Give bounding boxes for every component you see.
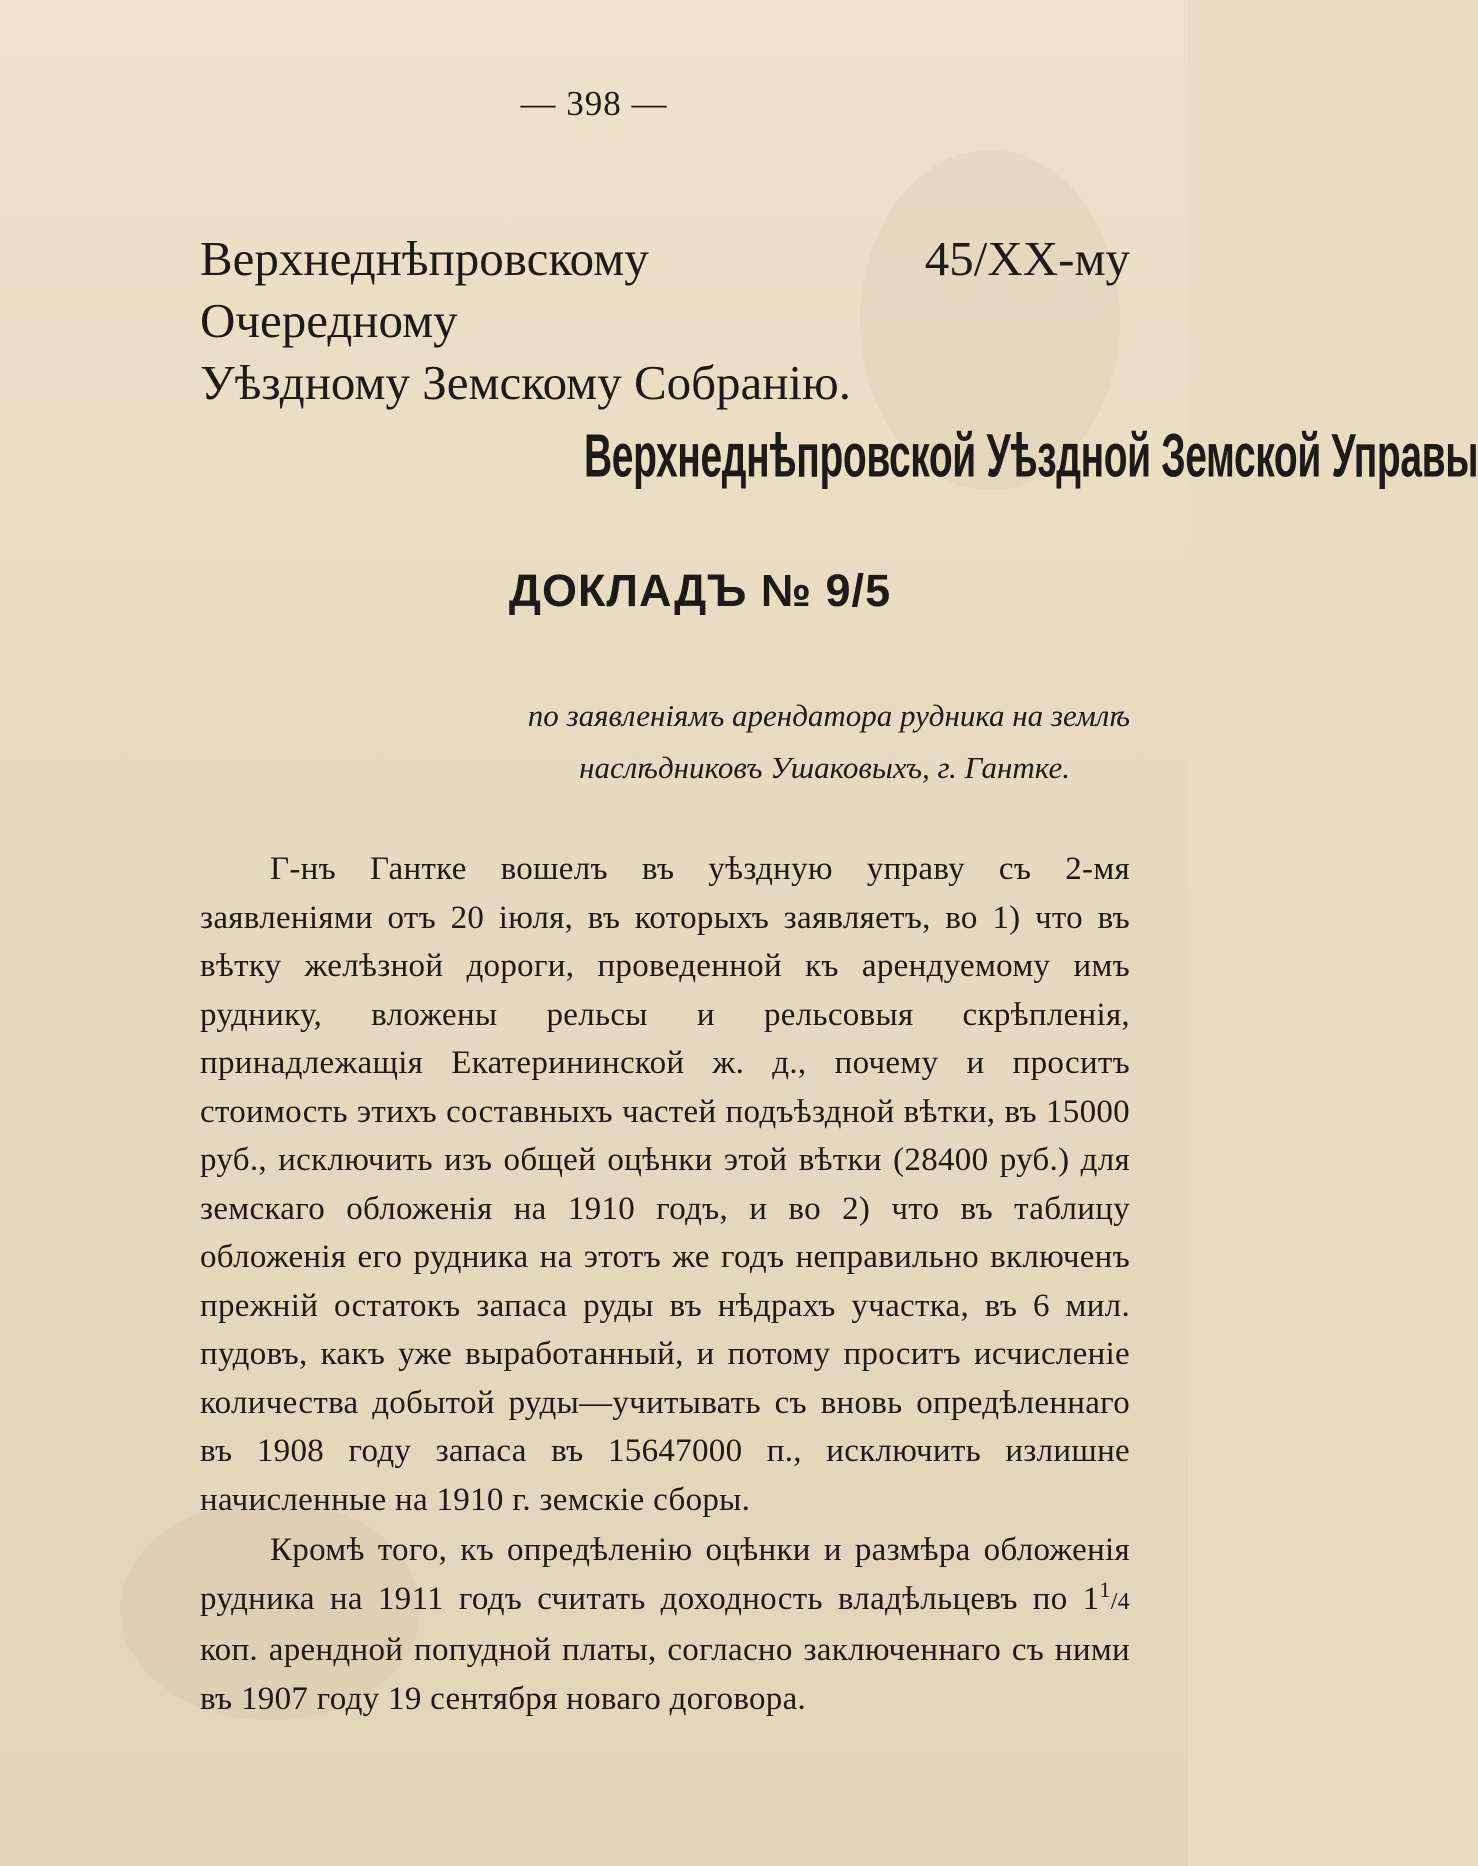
report-title: ДОКЛАДЪ № 9/5 <box>508 565 892 616</box>
subject-line-2: наслѣдниковъ Ушаковыхъ, г. Гантке. <box>579 750 1070 785</box>
page-number: — 398 — <box>520 84 668 123</box>
paragraph-2 <box>200 1526 1130 1723</box>
address-line-2: Уѣздному Земскому Собранію. <box>200 355 851 410</box>
board-heading: Верхнеднѣпровской Уѣздной Земской Управы <box>584 421 1478 491</box>
subject-line-1: по заявленіямъ арендатора рудника на землѣ <box>527 698 1130 733</box>
paragraph-2-start: Кромѣ того, къ опредѣленію оцѣнки и размѣра обложенія рудника на 1911 годъ считать доходность владѣльцевъ по 1 <box>200 1532 1130 1617</box>
paragraph-2-end: коп. арендной попудной платы, согласно заключеннаго съ ними въ 1907 году 19 сентября новаго договора. <box>200 1632 1130 1717</box>
report-subject <box>200 690 1130 794</box>
fraction-denominator: /4 <box>1110 1588 1130 1615</box>
report-body <box>200 845 1130 1723</box>
paragraph-1: Г-нъ Гантке вошелъ въ уѣздную управу съ 2-мя заявленіями отъ 20 іюля, въ которыхъ заявляетъ, во 1) что въ вѣтку желѣзной дороги, проведенной къ арендуемому имъ руднику, вложены рельсы и рельсовыя скрѣпленія, принадлежащія Екатерининской ж. д., почему и проситъ стоимость этихъ составныхъ частей подъѣздной вѣтки, въ 15000 руб., исключить изъ общей оцѣнки этой вѣтки (28400 руб.) для земскаго обложенія на 1910 годъ, и во 2) что въ таблицу обложенія его рудника на этотъ же годъ неправильно включенъ прежній остатокъ запаса руды въ нѣдрахъ участка, въ 6 мил. пудовъ, какъ уже выработанный, и потому проситъ исчисленіе количества добытой руды—учитывать съ вновь опредѣленнаго въ 1908 году запаса въ 15647000 п., исключить излишне начисленные на 1910 г. земскіе сборы. <box>200 851 1130 1518</box>
address-heading <box>200 228 1130 414</box>
address-line-1: Верхнеднѣпровскому 45/XX-му Очередному <box>200 231 1130 348</box>
fraction-quarter: 1 <box>1099 1576 1111 1602</box>
